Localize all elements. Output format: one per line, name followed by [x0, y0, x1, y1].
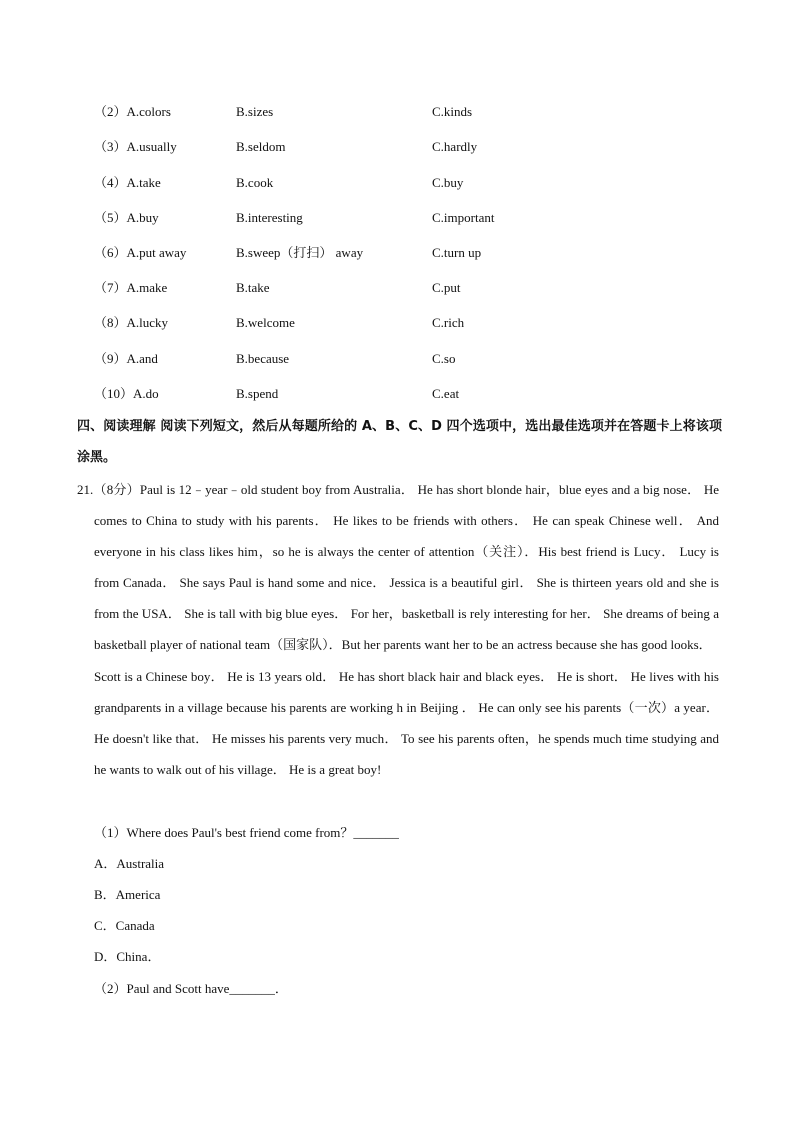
section-heading: 四、阅读理解 阅读下列短文，然后从每题所给的 A、B、C、D 四个选项中，选出最佳选项并在答题卡上将该项涂黑。	[77, 419, 722, 465]
option-b: B.sizes	[236, 104, 274, 119]
passage-paragraph-2: Scott is a Chinese boy． He is 13 years old． He has short black hair and black eyes． He is short． He lives with his grandparents in a village because his parents are working h in Beijing ． He can only see his parents（一次）a year． He doesn't like that． He misses his parents very much． To see his parents often，he spends much time studying and he wants to walk out of his village． He is a great boy!	[94, 668, 719, 777]
option-c: C.important	[432, 210, 495, 225]
option-a: （8）A.lucky	[94, 315, 169, 330]
option-b: B.welcome	[236, 315, 295, 330]
option-c: C.buy	[432, 175, 464, 190]
option-b: B.cook	[236, 175, 274, 190]
option-row-6	[0, 243, 794, 263]
option-a: （5）A.buy	[94, 210, 159, 225]
question-2-stem: （2）Paul and Scott have_______．	[94, 981, 288, 996]
option-a: （9）A.and	[94, 351, 158, 366]
question-1-choice-a: A．Australia	[94, 856, 165, 871]
option-row-4	[0, 173, 794, 193]
option-b: B.seldom	[236, 139, 286, 154]
option-a: （3）A.usually	[94, 139, 177, 154]
option-row-7	[0, 278, 794, 298]
option-c: C.kinds	[432, 104, 473, 119]
option-row-3	[0, 137, 794, 157]
passage-paragraph-1: 21.（8分）Paul is 12﹣year﹣old student boy from Australia． He has short blonde hair，blue eyes and a big nose． He comes to China to study with his parents． He likes to be friends with others． He can speak Chinese well． And everyone in his class likes him，so he is always the center of attention（关注）．His best friend is Lucy． Lucy is from Canada． She says Paul is hand some and nice． Jessica is a beautiful girl． She is thirteen years old and she is from the USA． She is tall with big blue eyes． For her，basketball is rely interesting for her． She dreams of being a basketball player of national team（国家队）．But her parents want her to be an actress because she has good looks．	[77, 482, 719, 653]
option-row-2	[0, 102, 794, 122]
option-row-10	[0, 384, 794, 404]
option-c: C.eat	[432, 386, 460, 401]
option-row-8	[0, 313, 794, 333]
option-c: C.turn up	[432, 245, 482, 260]
reading-passage	[77, 474, 719, 785]
question-1-choice-c: C．Canada	[94, 918, 155, 933]
option-a: （7）A.make	[94, 280, 168, 295]
option-c: C.so	[432, 351, 456, 366]
option-a: （2）A.colors	[94, 104, 171, 119]
option-c: C.rich	[432, 315, 465, 330]
question-1-choice-b: B．America	[94, 887, 161, 902]
option-row-9	[0, 349, 794, 369]
option-row-5	[0, 208, 794, 228]
option-a: （4）A.take	[94, 175, 161, 190]
option-c: C.hardly	[432, 139, 478, 154]
option-b: B.interesting	[236, 210, 303, 225]
option-b: B.because	[236, 351, 290, 366]
question-1-stem: （1）Where does Paul's best friend come from？_______	[94, 825, 399, 840]
question-1-choice-d: D．China．	[94, 949, 161, 964]
option-b: B.sweep（打扫） away	[236, 245, 364, 260]
option-c: C.put	[432, 280, 461, 295]
option-a: （10）A.do	[94, 386, 159, 401]
option-b: B.spend	[236, 386, 279, 401]
option-a: （6）A.put away	[94, 245, 187, 260]
option-b: B.take	[236, 280, 270, 295]
